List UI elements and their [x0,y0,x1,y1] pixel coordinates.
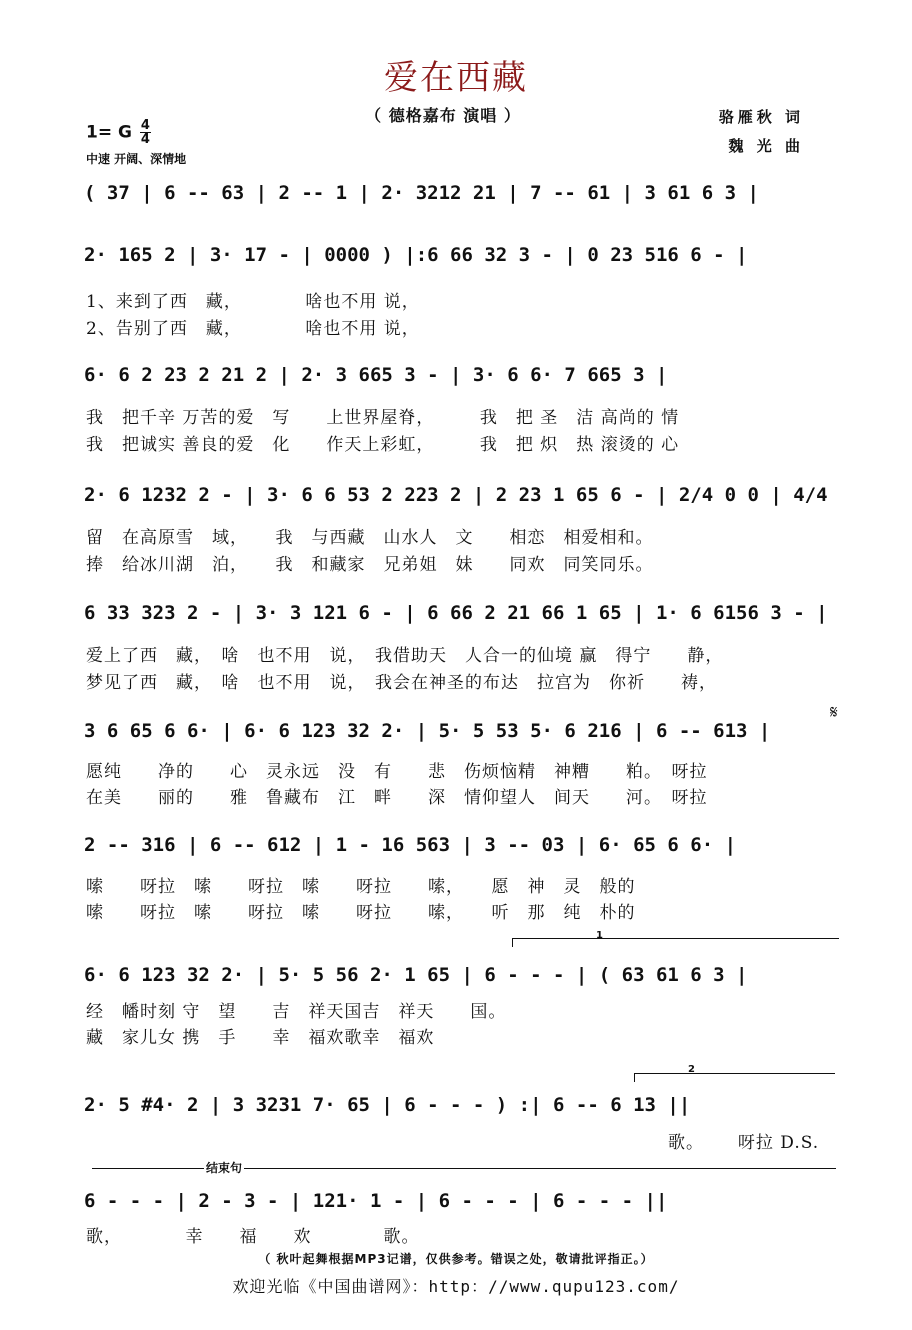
singer-credit: （ 德格嘉布 演唱 ） [365,106,521,125]
score-line-2: 2· 165 2 | 3· 17 - | 0000 ) |:6 66 32 3 - | 0 23 516 6 - | [84,244,748,266]
lyric-line-3a: 留 在高原雪 域， 我 与西藏 山水人 文 相恋 相爱相和。 [86,528,654,548]
lyric-line-6a: 嗦 呀拉 嗦 呀拉 嗦 呀拉 嗦， 愿 神 灵 般的 [86,877,636,897]
tempo-marking: 中速 开阔、深情地 [86,152,187,166]
score-line-8: 6· 6 123 32 2· | 5· 5 56 2· 1 65 | 6 - - - | ( 63 61 6 3 | [84,964,748,986]
transcription-note: （ 秋叶起舞根据MP3记谱，仅供参考。错误之处，敬请批评指正。） [258,1252,654,1266]
composer-credit: 魏 光 曲 [728,137,804,155]
key-signature [86,119,151,146]
time-signature [140,119,151,146]
score-line-3: 6· 6 2 23 2 21 2 | 2· 3 665 3 - | 3· 6 6· 7 665 3 | [84,364,668,386]
lyric-line-7b: 藏 家儿女 携 手 幸 福欢歌幸 福欢 [86,1028,435,1048]
score-line-5: 6 33 323 2 - | 3· 3 121 6 - | 6 66 2 21 66 1 65 | 1· 6 6156 3 - | [84,602,828,624]
lyric-line-2a: 我 把千辛 万苦的爱 写 上世界屋脊， 我 把 圣 洁 高尚的 情 [86,408,680,428]
lyric-line-4a: 爱上了西 藏， 啥 也不用 说， 我借助天 人合一的仙境 赢 得宁 静， [86,646,724,666]
first-ending-label: 1 [596,930,603,941]
lyric-line-2b: 我 把诚实 善良的爱 化 作天上彩虹， 我 把 炽 热 滚烫的 心 [86,435,680,455]
lyric-line-3b: 捧 给冰川湖 泊， 我 和藏家 兄弟姐 妹 同欢 同笑同乐。 [86,555,654,575]
score-line-4: 2· 6 1232 2 - | 3· 6 6 53 2 223 2 | 2 23 1 65 6 - | 2/4 0 0 | 4/4 [84,484,828,506]
lyric-line-7a: 经 幡时刻 守 望 吉 祥天国吉 祥天 国。 [86,1002,507,1022]
lyric-line-5a: 愿纯 净的 心 灵永远 没 有 悲 伤烦恼精 神糟 粕。 呀拉 [86,762,708,782]
second-ending-label: 2 [688,1064,695,1075]
lyric-line-6b: 嗦 呀拉 嗦 呀拉 嗦 呀拉 嗦， 听 那 纯 朴的 [86,903,636,923]
first-ending-bracket [512,938,839,947]
score-line-10: 6 - - - | 2 - 3 - | 121· 1 - | 6 - - - | 6 - - - || [84,1190,668,1212]
lyricist-credit: 骆雁秋 词 [718,108,804,126]
lyric-line-1b: 2、告别了西 藏， 啥也不用 说， [86,319,420,339]
score-line-6: 3 6 65 6 6· | 6· 6 123 32 2· | 5· 5 53 5· 6 216 | 6 -- 613 | [84,720,771,742]
time-top: 4 [140,118,150,133]
score-line-7: 2 -- 316 | 6 -- 612 | 1 - 16 563 | 3 -- 03 | 6· 65 6 6· | [84,834,737,856]
score-line-9: 2· 5 #4· 2 | 3 3231 7· 65 | 6 - - - ) :| 6 -- 6 13 || [84,1094,691,1116]
second-ending-bracket [634,1073,835,1082]
score-line-1: ( 37 | 6 -- 63 | 2 -- 1 | 2· 3212 21 | 7 -- 61 | 3 61 6 3 | [84,182,759,204]
lyric-line-5b: 在美 丽的 雅 鲁藏布 江 畔 深 情仰望人 间天 河。 呀拉 [86,788,708,808]
lyric-line-9: 歌， 幸 福 欢 歌。 [86,1227,420,1247]
time-bottom: 4 [140,132,150,147]
lyric-line-1a: 1、来到了西 藏， 啥也不用 说， [86,292,420,312]
website-credit: 欢迎光临《中国曲谱网》：http：//www.qupu123.com/ [232,1277,680,1296]
ending-label: 结束句 [206,1161,243,1175]
key-label: 1= G [86,122,132,143]
lyric-line-4b: 梦见了西 藏， 啥 也不用 说， 我会在神圣的布达 拉宫为 你祈 祷， [86,673,717,693]
lyric-line-8: 歌。 呀拉 D.S. [668,1133,820,1153]
segno-icon: 𝄋 [830,702,838,723]
song-title: 爱在西藏 [384,58,528,98]
